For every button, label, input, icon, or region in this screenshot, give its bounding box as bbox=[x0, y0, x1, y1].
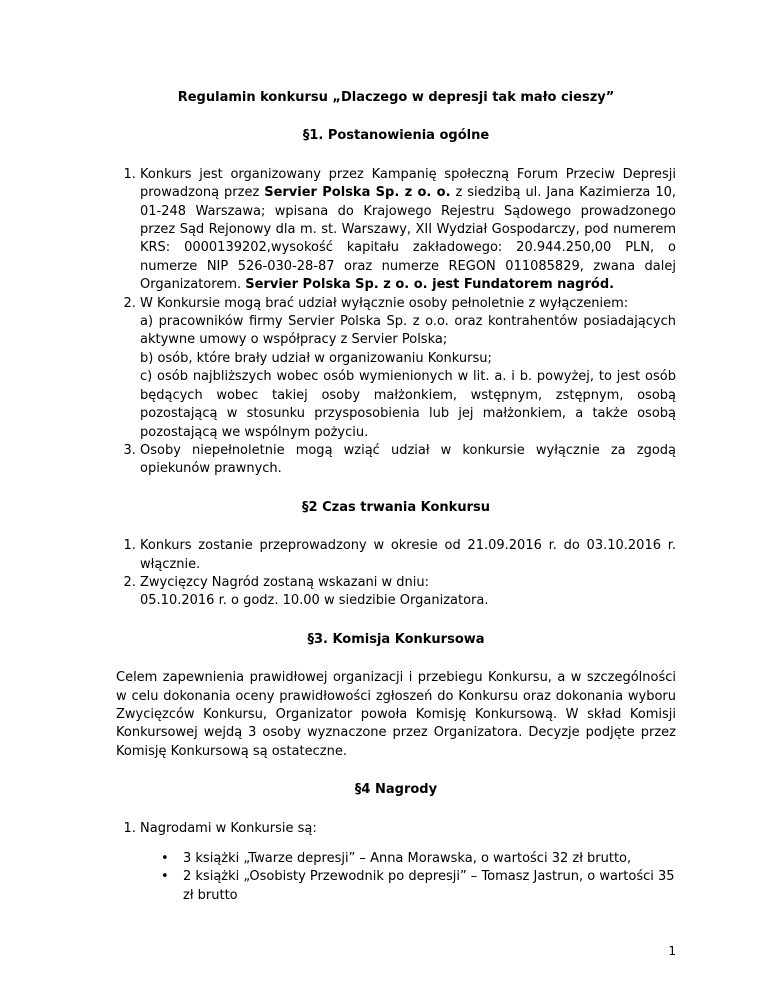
section-2-item-1: 1. Konkurs zostanie przeprowadzony w okresie od 21.09.2016 r. do 03.10.2016 r. włącznie. bbox=[140, 537, 676, 574]
section-1-heading: §1. Postanowienia ogólne bbox=[302, 128, 490, 144]
section-4-heading: §4 Nagrody bbox=[354, 782, 438, 798]
section-3-heading: §3. Komisja Konkursowa bbox=[307, 631, 485, 647]
section-2-list bbox=[116, 537, 676, 611]
prize-item bbox=[161, 868, 676, 905]
prize-list bbox=[116, 850, 676, 905]
document-title: Regulamin konkursu „Dlaczego w depresji tak mało cieszy” bbox=[177, 90, 615, 105]
item-text: 2. Zwycięzcy Nagród zostaną wskazani w dniu: bbox=[140, 574, 430, 590]
section-2-heading: §2 Czas trwania Konkursu bbox=[302, 499, 490, 515]
section-4-list bbox=[116, 820, 676, 838]
item-sub-c: c) osób najbliższych wobec osób wymienionych w lit. a. i b. powyżej, to jest osób będących wobec takiej osoby małżonkiem, wstępnym, zstępnym, osobą pozostającą w stosunku przysposobienia lub jej małżonkiem, a także osobą pozostającą we wspólnym pożyciu. bbox=[140, 369, 676, 440]
page-number: 1 bbox=[668, 944, 676, 958]
item-text: z siedzibą ul. Jana Kazimierza 10, 01-248 Warszawa; wpisana do Krajowego Rejestru Sądowego prowadzonego przez Sąd Rejonowy dla m. st. Warszawy, XII Wydział Gospodarczy, pod numerem KRS: 0000139202,wysokość kapitału zakładowego: 20.944.250,00 PLN, o numerze NIP 526-030-28-87 oraz numerze REGON 011085829, zwana dalej Organizatorem. bbox=[140, 185, 676, 293]
sponsor-statement: Servier Polska Sp. z o. o. jest Fundatorem nagród. bbox=[245, 277, 615, 293]
prize-text: 3 książki „Twarze depresji” – Anna Morawska, o wartości 32 zł brutto, bbox=[183, 851, 632, 866]
section-3-paragraph: Celem zapewnienia prawidłowej organizacji i przebiegu Konkursu, a w szczególności w celu dokonania oceny prawidłowości zgłoszeń do Konkursu oraz dokonania wyboru Zwycięzców Konkursu, Organizator powoła Komisję Konkursową. W skład Komisji Konkursowej wejdą 3 osoby wyznaczone przez Organizatora. Decyzje podjęte przez Komisję Konkursową są ostateczne. bbox=[116, 670, 676, 759]
section-1-item-1 bbox=[140, 166, 676, 295]
prize-text: 2 książki „Osobisty Przewodnik po depresji” – Tomasz Jastrun, o wartości 35 zł brutto bbox=[183, 869, 675, 903]
company-name: Servier Polska Sp. z o. o. bbox=[264, 185, 451, 201]
bullet-icon: • bbox=[161, 869, 169, 885]
prize-item bbox=[161, 850, 676, 868]
section-1-list bbox=[116, 166, 676, 479]
item-sub-a: a) pracowników firmy Servier Polska Sp. z o.o. oraz kontrahentów posiadających aktywne umowy o współpracy z Servier Polska; bbox=[140, 314, 676, 348]
section-4-item-1: 1. Nagrodami w Konkursie są: bbox=[140, 820, 676, 838]
section-2-item-2 bbox=[140, 574, 676, 611]
item-date: 05.10.2016 r. o godz. 10.00 w siedzibie Organizatora. bbox=[140, 593, 489, 609]
document-content bbox=[116, 89, 676, 905]
section-1-item-2 bbox=[140, 295, 676, 442]
bullet-icon: • bbox=[161, 851, 169, 866]
item-text: Konkurs jest organizowany przez Kampanię społeczną Forum Przeciw Depresji prowadzoną przez bbox=[140, 166, 676, 201]
item-intro: 2. W Konkursie mogą brać udział wyłącznie osoby pełnoletnie z wyłączeniem: bbox=[140, 295, 629, 311]
section-1-item-3: 3. Osoby niepełnoletnie mogą wziąć udział w konkursie wyłącznie za zgodą opiekunów prawnych. bbox=[140, 442, 676, 479]
item-sub-b: b) osób, które brały udział w organizowaniu Konkursu; bbox=[140, 350, 492, 366]
